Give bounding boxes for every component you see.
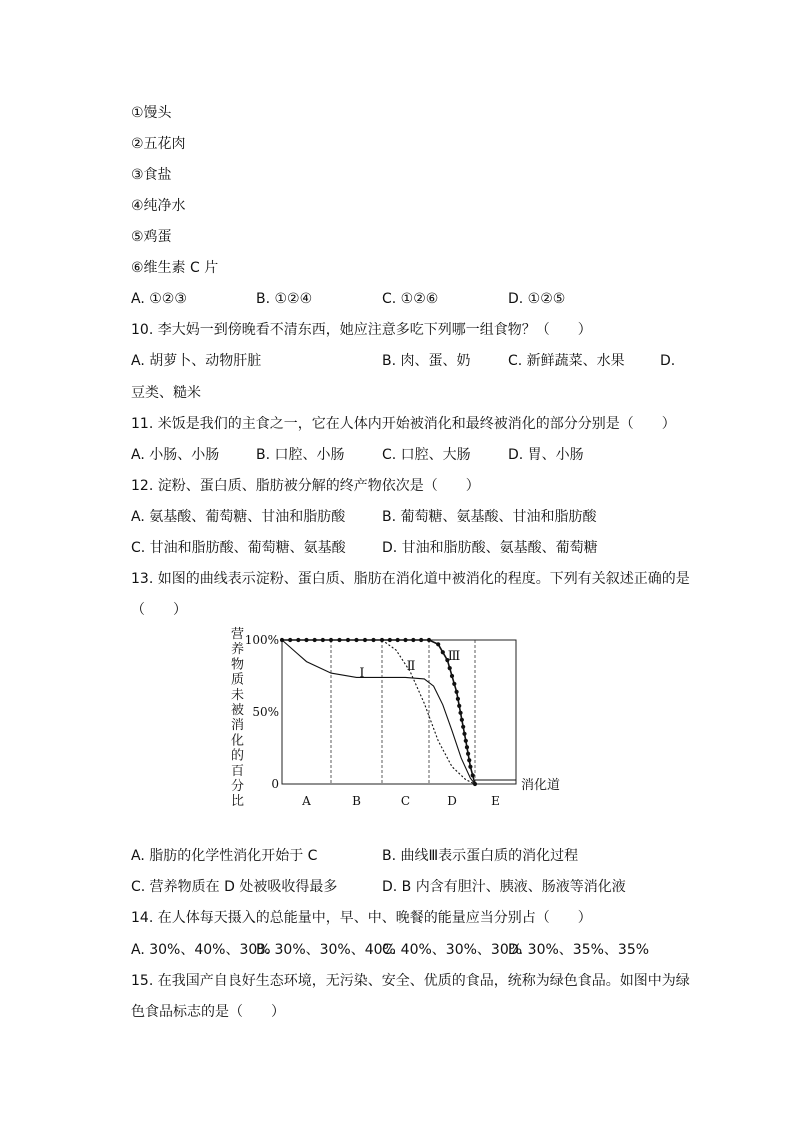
y-axis-label xyxy=(231,627,244,809)
series-marker xyxy=(471,773,475,777)
series-marker xyxy=(456,697,460,701)
q13-option-d[interactable]: D. B 内含有胆汁、胰液、肠液等消化液 xyxy=(382,879,626,895)
q9-item-3: ③食盐 xyxy=(131,167,172,183)
y-axis-label-char: 质 xyxy=(231,672,245,688)
series-marker xyxy=(473,782,477,786)
q13-option-a[interactable]: A. 脂肪的化学性消化开始于 C xyxy=(131,848,318,864)
series-marker xyxy=(354,638,358,642)
series-marker xyxy=(396,638,400,642)
q9-item-4: ④纯净水 xyxy=(131,198,186,214)
q12-stem: 12. 淀粉、蛋白质、脂肪被分解的终产物依次是（ ） xyxy=(131,478,480,494)
series-marker xyxy=(419,638,423,642)
series-marker xyxy=(313,638,317,642)
q11-option-d[interactable]: D. 胃、小肠 xyxy=(508,447,584,463)
y-axis-label-char: 的 xyxy=(231,748,245,764)
series-marker xyxy=(363,638,367,642)
y-axis-label-char: 百 xyxy=(231,763,245,779)
q11-option-b[interactable]: B. 口腔、小肠 xyxy=(256,447,345,463)
q9-item-5: ⑤鸡蛋 xyxy=(131,229,172,245)
series-marker xyxy=(467,758,471,762)
y-tick-label: 100% xyxy=(244,633,279,647)
x-tick-label: C xyxy=(400,794,411,808)
y-axis-label-char: 消 xyxy=(231,718,245,734)
digestion-chart xyxy=(225,622,565,812)
series-marker xyxy=(441,650,445,654)
q9-option-a[interactable]: A. ①②③ xyxy=(131,291,187,307)
q10-option-d[interactable]: D. xyxy=(660,353,676,369)
series-marker xyxy=(427,638,431,642)
series-marker xyxy=(337,638,341,642)
q13-option-c[interactable]: C. 营养物质在 D 处被吸收得最多 xyxy=(131,879,338,895)
series-marker xyxy=(296,638,300,642)
y-axis-label-char: 比 xyxy=(231,794,245,810)
series-marker xyxy=(371,638,375,642)
q13-option-b[interactable]: B. 曲线Ⅲ表示蛋白质的消化过程 xyxy=(382,848,579,864)
series-marker xyxy=(464,739,468,743)
q13-stem: 13. 如图的曲线表示淀粉、蛋白质、脂肪在消化道中被消化的程度。下列有关叙述正确的是 xyxy=(131,571,690,587)
q10-option-c[interactable]: C. 新鲜蔬菜、水果 xyxy=(508,353,625,369)
y-axis-label-char: 营 xyxy=(231,627,245,642)
y-tick-label: 50% xyxy=(252,705,279,719)
q10-option-d-text[interactable]: 豆类、糙米 xyxy=(131,385,201,401)
q12-option-c[interactable]: C. 甘油和脂肪酸、葡萄糖、氨基酸 xyxy=(131,540,346,556)
q12-option-b[interactable]: B. 葡萄糖、氨基酸、甘油和脂肪酸 xyxy=(382,509,597,525)
y-ticks xyxy=(245,633,279,791)
q9-option-d[interactable]: D. ①②⑤ xyxy=(508,291,566,307)
series-marker xyxy=(436,642,440,646)
x-tick-label: E xyxy=(491,794,500,808)
series-marker xyxy=(455,690,459,694)
series-marker xyxy=(329,638,333,642)
series-marker xyxy=(411,638,415,642)
x-tick-label: A xyxy=(302,794,311,808)
q13-stem-wrap: （ ） xyxy=(131,602,187,618)
series-marker xyxy=(468,765,472,769)
q9-item-2: ②五花肉 xyxy=(131,136,186,152)
series-marker xyxy=(388,638,392,642)
q14-stem: 14. 在人体每天摄入的总能量中，早、中、晚餐的能量应当分别占（ ） xyxy=(131,910,592,926)
series-marker xyxy=(448,666,452,670)
series-lines xyxy=(280,638,516,786)
series-marker xyxy=(403,638,407,642)
x-tick-label: D xyxy=(447,794,457,808)
y-axis-label-char: 分 xyxy=(231,779,245,794)
q11-option-a[interactable]: A. 小肠、小肠 xyxy=(131,447,220,463)
series-marker xyxy=(280,638,284,642)
q9-option-c[interactable]: C. ①②⑥ xyxy=(382,291,439,307)
series-marker xyxy=(465,745,469,749)
series-marker xyxy=(458,711,462,715)
series-labels xyxy=(359,649,460,681)
q10-option-b[interactable]: B. 肉、蛋、奶 xyxy=(382,353,471,369)
series-marker xyxy=(321,638,325,642)
q9-item-1: ①馒头 xyxy=(131,105,172,121)
q15-stem-wrap: 色食品标志的是（ ） xyxy=(131,1004,285,1020)
series-marker xyxy=(457,704,461,708)
q14-option-c[interactable]: C. 40%、30%、30% xyxy=(382,942,523,958)
y-axis-label-char: 化 xyxy=(231,733,245,749)
q11-stem: 11. 米饭是我们的主食之一，它在人体内开始被消化和最终被消化的部分分别是（ ） xyxy=(131,416,676,432)
series-label-1: Ⅰ xyxy=(359,666,365,681)
series-marker xyxy=(288,638,292,642)
x-tick-label: B xyxy=(352,794,361,808)
plot-frame xyxy=(282,640,516,784)
series-marker xyxy=(304,638,308,642)
y-axis-label-char: 未 xyxy=(231,687,245,703)
q12-option-d[interactable]: D. 甘油和脂肪酸、氨基酸、葡萄糖 xyxy=(382,540,598,556)
y-axis-label-char: 养 xyxy=(231,642,245,658)
series-marker xyxy=(461,725,465,729)
series-label-2: Ⅱ xyxy=(406,659,416,674)
q9-option-b[interactable]: B. ①②④ xyxy=(256,291,313,307)
q10-stem: 10. 李大妈一到傍晚看不清东西，她应注意多吃下列哪一组食物？（ ） xyxy=(131,322,592,338)
series-marker xyxy=(460,718,464,722)
y-axis-label-char: 被 xyxy=(231,703,245,718)
series-marker xyxy=(450,674,454,678)
series-marker xyxy=(466,752,470,756)
q9-item-6: ⑥维生素 C 片 xyxy=(131,260,219,276)
q14-option-d[interactable]: D. 30%、35%、35% xyxy=(508,942,650,958)
series-label-3: Ⅲ xyxy=(447,649,461,664)
x-ticks xyxy=(301,794,500,808)
series-marker xyxy=(346,638,350,642)
q14-option-a[interactable]: A. 30%、40%、30% xyxy=(131,942,271,958)
series-marker xyxy=(452,682,456,686)
q12-option-a[interactable]: A. 氨基酸、葡萄糖、甘油和脂肪酸 xyxy=(131,509,346,525)
x-axis-label: 消化道 xyxy=(521,778,561,793)
y-axis-label-char: 物 xyxy=(231,657,245,673)
q14-option-b[interactable]: B. 30%、30%、40% xyxy=(256,942,396,958)
series-marker xyxy=(462,732,466,736)
q11-option-c[interactable]: C. 口腔、大肠 xyxy=(382,447,471,463)
chart-frame xyxy=(282,640,516,784)
y-tick-label: 0 xyxy=(271,777,279,791)
q10-option-a[interactable]: A. 胡萝卜、动物肝脏 xyxy=(131,353,262,369)
q15-stem: 15. 在我国产自良好生态环境，无污染、安全、优质的食品，统称为绿色食品。如图中为绿 xyxy=(131,973,690,989)
series-marker xyxy=(380,638,384,642)
